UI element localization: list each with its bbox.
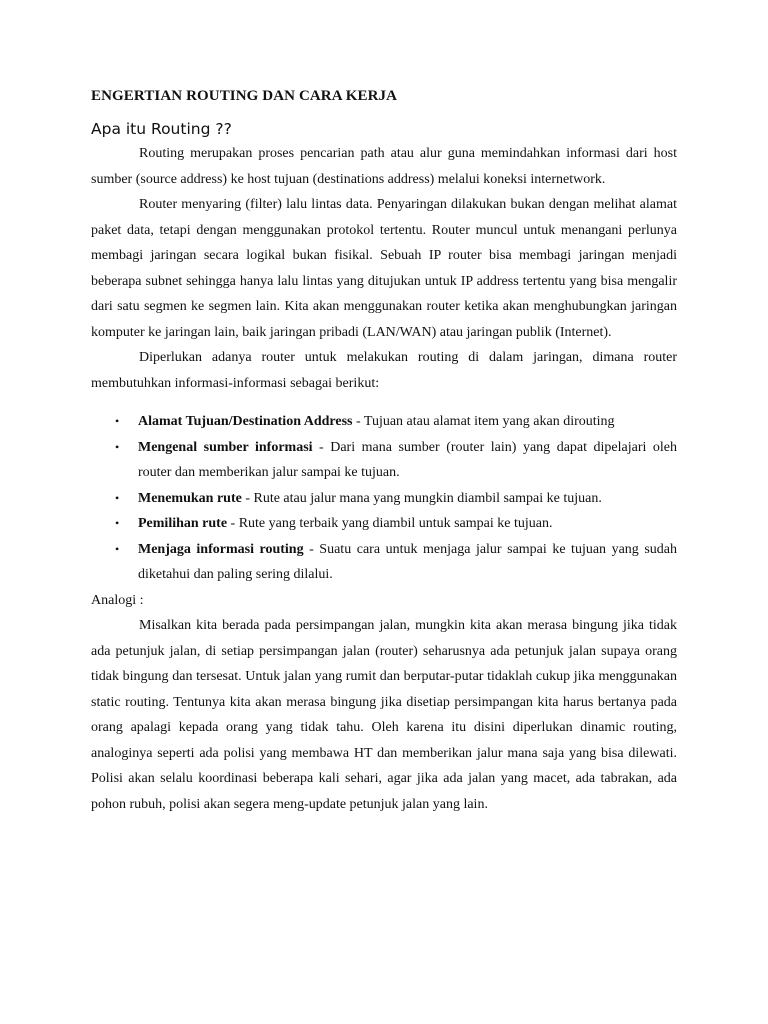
document-page [91,86,677,817]
bullet-icon: • [115,414,120,428]
bullet-icon: • [115,439,120,454]
list-item-term: Menemukan rute [138,490,242,506]
list-item [91,511,677,537]
list-item-description: - Rute yang terbaik yang diambil untuk sampai ke tujuan. [227,516,553,531]
paragraph-router-function: Router menyaring (filter) lalu lintas data. Penyaringan dilakukan bukan dengan melihat alamat paket data, tetapi dengan menggunakan protokol tertentu. Router muncul untuk menangani perlunya membagi jaringan secara logikal bukan fisikal. Sebuah IP router bisa membagi jaringan menjadi beberapa subnet sehingga hanya lalu lintas yang ditujukan untuk IP address tertentu yang bisa mengalir dari satu segmen ke segmen lain. Kita akan menggunakan router ketika akan menghubungkan jaringan komputer ke jaringan lain, baik jaringan pribadi (LAN/WAN) atau jaringan publik (Internet). [91,197,677,340]
document-title: ENGERTIAN ROUTING DAN CARA KERJA [91,88,398,104]
analogy-label: Analogi : [91,592,144,608]
bullet-icon: • [115,541,120,556]
paragraph-routing-definition: Routing merupakan proses pencarian path atau alur guna memindahkan informasi dari host sumber (source address) ke host tujuan (destinations address) melalui koneksi internetwork. [91,146,677,187]
list-item-description: - Rute atau jalur mana yang mungkin diambil sampai ke tujuan. [241,490,602,506]
section-heading: Apa itu Routing ?? [91,120,232,138]
list-item-term: Pemilihan rute [138,516,228,531]
paragraph-router-requirements: Diperlukan adanya router untuk melakukan routing di dalam jaringan, dimana router membutuhkan informasi-informasi sebagai berikut: [91,350,677,391]
list-item [91,409,677,435]
requirements-list [91,409,677,588]
list-item-term: Mengenal sumber informasi [138,439,313,455]
bullet-icon: • [115,490,120,505]
list-item-term: Menjaga informasi routing [138,541,304,557]
paragraph-analogy: Misalkan kita berada pada persimpangan jalan, mungkin kita akan merasa bingung jika tidak ada petunjuk jalan, di setiap persimpangan jalan (router) seharusnya ada petunjuk jalan supaya orang tidak bingung dan tersesat. Untuk jalan yang rumit dan berputar-putar tidaklah cukup jika menggunakan static routing. Tentunya kita akan merasa bingung jika disetiap persimpangan kita harus bertanya pada orang apalagi kepada orang yang tidak tahu. Oleh karena itu disini diperlukan dinamic routing, analoginya seperti ada polisi yang membawa HT dan memberikan jalur mana saja yang bisa dilewati. Polisi akan selalu koordinasi beberapa kali sehari, agar jika ada jalan yang macet, ada tabrakan, ada pohon rubuh, polisi akan segera meng-update petunjuk jalan yang lain. [91,618,677,812]
list-item-description: - Tujuan atau alamat item yang akan dirouting [352,414,615,429]
list-item [91,537,677,588]
list-item-term: Alamat Tujuan/Destination Address [138,414,353,429]
list-item-description: - Suatu cara untuk menjaga jalur sampai ke tujuan yang sudah diketahui dan paling sering dilalui. [138,541,677,582]
list-item [91,486,677,512]
list-item-description: - Dari mana sumber (router lain) yang dapat dipelajari oleh router dan memberikan jalur sampai ke tujuan. [138,439,678,480]
bullet-icon: • [115,516,120,530]
list-item [91,435,677,486]
